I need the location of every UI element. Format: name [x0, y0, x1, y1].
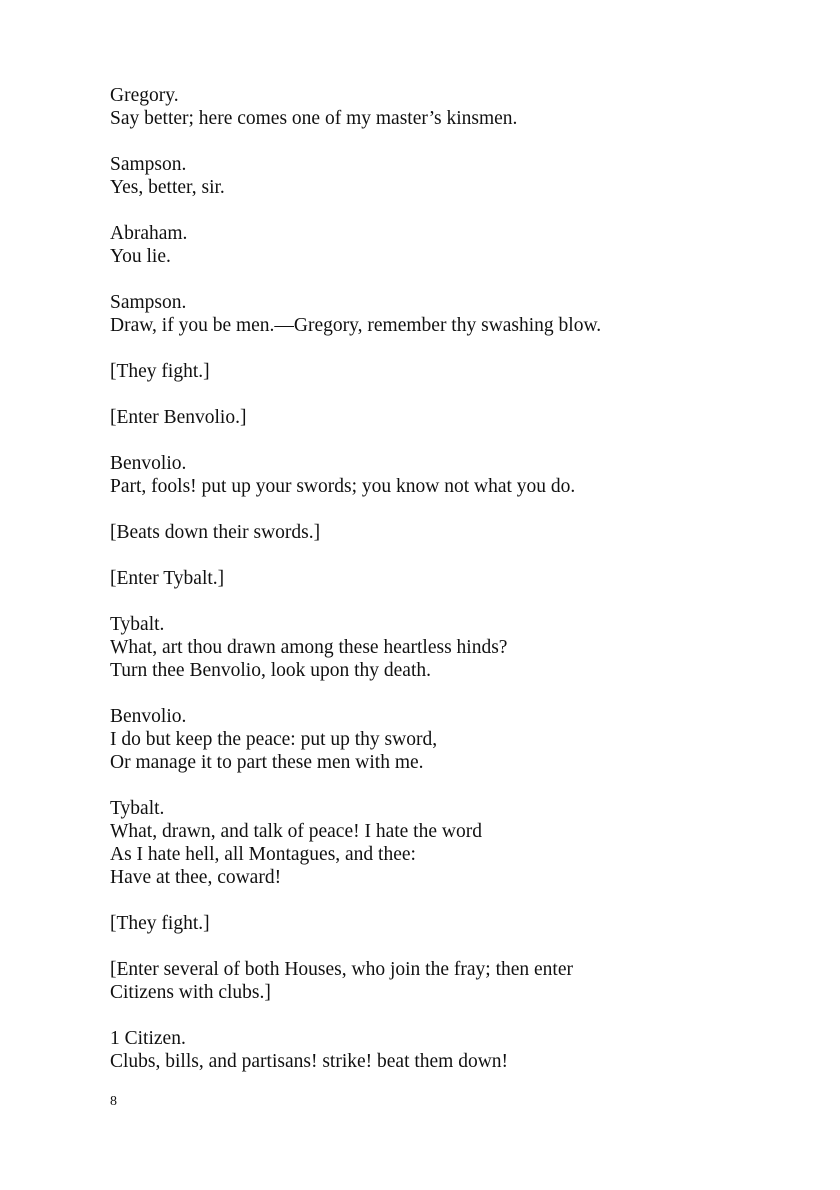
text-line: Say better; here comes one of my master’s kinsmen. — [110, 108, 518, 129]
text-line: [They fight.] — [110, 361, 210, 382]
text-line: Yes, better, sir. — [110, 177, 225, 198]
text-line: Citizens with clubs.] — [110, 982, 271, 1003]
text-line: [Beats down their swords.] — [110, 522, 321, 543]
paragraph — [110, 567, 790, 590]
paragraph — [110, 912, 790, 935]
text-line: Abraham. — [110, 223, 188, 244]
paragraph — [110, 360, 790, 383]
paragraph — [110, 958, 790, 1004]
text-line: Tybalt. — [110, 798, 165, 819]
paragraph — [110, 521, 790, 544]
text-line: Gregory. — [110, 85, 179, 106]
text-line: [Enter Tybalt.] — [110, 568, 225, 589]
paragraph — [110, 613, 790, 682]
paragraph — [110, 705, 790, 774]
text-line: What, drawn, and talk of peace! I hate the word — [110, 821, 482, 842]
text-line: Have at thee, coward! — [110, 867, 282, 888]
text-line: Sampson. — [110, 154, 187, 175]
paragraph — [110, 153, 790, 199]
text-line: Clubs, bills, and partisans! strike! beat them down! — [110, 1051, 509, 1072]
text-line: I do but keep the peace: put up thy sword, — [110, 729, 438, 750]
text-line: Draw, if you be men.—Gregory, remember thy swashing blow. — [110, 315, 602, 336]
play-text — [110, 84, 790, 1096]
text-line: Or manage it to part these men with me. — [110, 752, 424, 773]
text-line: Turn thee Benvolio, look upon thy death. — [110, 660, 432, 681]
paragraph — [110, 291, 790, 337]
page-number: 8 — [110, 1094, 117, 1109]
text-line: What, art thou drawn among these heartless hinds? — [110, 637, 508, 658]
text-line: Part, fools! put up your swords; you know not what you do. — [110, 476, 576, 497]
paragraph — [110, 406, 790, 429]
text-line: [Enter several of both Houses, who join the fray; then enter — [110, 959, 573, 980]
paragraph — [110, 84, 790, 130]
text-line: You lie. — [110, 246, 171, 267]
paragraph — [110, 797, 790, 889]
text-line: 1 Citizen. — [110, 1028, 186, 1049]
paragraph — [110, 1027, 790, 1073]
text-line: Sampson. — [110, 292, 187, 313]
text-line: [They fight.] — [110, 913, 210, 934]
text-line: [Enter Benvolio.] — [110, 407, 247, 428]
text-line: Tybalt. — [110, 614, 165, 635]
paragraph — [110, 452, 790, 498]
text-line: Benvolio. — [110, 453, 187, 474]
paragraph — [110, 222, 790, 268]
text-line: Benvolio. — [110, 706, 187, 727]
text-line: As I hate hell, all Montagues, and thee: — [110, 844, 416, 865]
